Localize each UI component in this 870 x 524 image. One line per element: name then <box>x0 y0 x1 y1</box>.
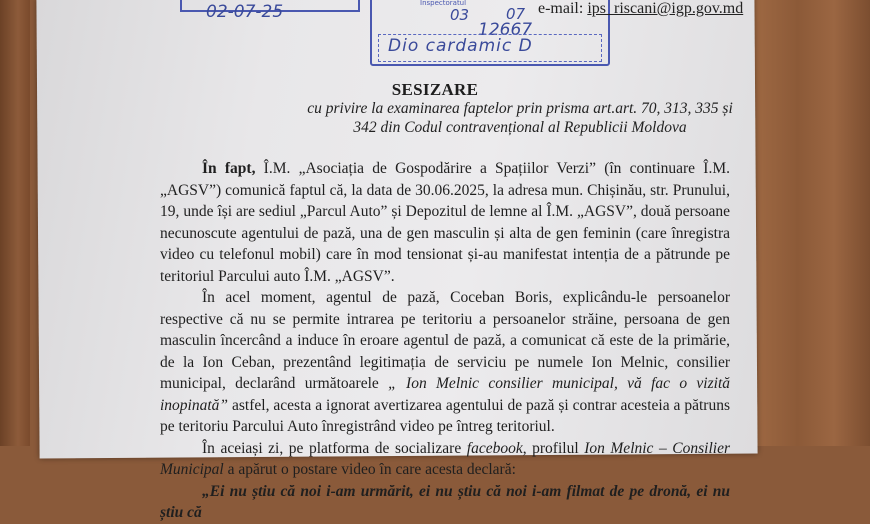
paragraph-3-text-a: În aceiași zi, pe platforma de socializare <box>202 439 467 457</box>
paragraph-4 <box>160 481 730 524</box>
desk-surface-left <box>0 0 30 446</box>
stamp-label: Inspectoratul <box>420 0 467 7</box>
paragraph-3-platform: facebook <box>466 439 523 457</box>
paragraph-2-quote: „ Ion Melnic consilier municipal, vă fac o vizită inopinată” <box>160 375 731 414</box>
contact-email <box>538 0 743 18</box>
email-label: e-mail: <box>538 0 584 17</box>
paragraph-3-text-b: , profilul <box>522 439 585 457</box>
paragraph-2 <box>160 287 730 438</box>
paragraph-3-profile: Ion Melnic – Consilier Municipal <box>160 439 730 478</box>
document-title: SESIZARE <box>391 80 479 99</box>
stamp-month: 07 <box>506 5 526 23</box>
stamp-number: 12667 <box>478 20 533 40</box>
paragraph-2-text-b: astfel, acesta a ignorat avertizarea agentului de pază și contrar acesteia a pătruns pe teritoriu Parcului Auto înregistrând video pe întreg teritoriul. <box>160 396 730 435</box>
paragraph-4-quote: „Ei nu știu că noi i-am urmărit, ei nu știu că noi i-am filmat de pe dronă, ei nu știu că <box>160 482 730 521</box>
document-subtitle: cu privire la examinarea faptelor prin prisma art.art. 70, 313, 335 și 342 din Codul contravențional al Republicii Moldova <box>307 100 733 136</box>
desk-surface-right <box>750 0 870 446</box>
paragraph-2-text-a: În acel moment, agentul de pază, Coceban Boris, explicându-le persoanelor respective că nu se permite intrarea pe teritoriu a persoanelor străine, persoana de gen masculin încercând a induce în eroare agentul de pază, a comunicat că este de la primărie, de la Ion Ceban, prezentând legitimația de serviciu pe numele Ion Melnic, consilier municipal, declarând următoarele <box>160 289 730 392</box>
paragraph-1 <box>160 158 730 287</box>
email-link[interactable]: ips_riscani@igp.gov.md <box>587 0 744 17</box>
stamp-day: 03 <box>450 6 470 24</box>
paragraph-1-lead: În fapt, <box>202 160 256 177</box>
handwritten-date: 02-07-25 <box>206 2 284 22</box>
paragraph-3-text-c: a apărut o postare video în care acesta declară: <box>223 461 516 478</box>
stamp-handwritten-note: Dio cardamic D <box>388 36 533 56</box>
paragraph-3 <box>160 438 730 481</box>
paragraph-1-text: Î.M. „Asociația de Gospodărire a Spațiilor Verzi” (în continuare Î.M. „AGSV”) comunică faptul că, la data de 30.06.2025, la adresa mun. Chișinău, str. Prunului, 19, unde își are sediul „Parcul Auto” și Depozitul de lemne al Î.M. „AGSV”, două persoane necunoscute agentului de pază, una de gen masculin și alta de gen feminin (care înregistra video cu telefonul mobil) care în mod tensionat și-au manifestat intenția de a pătrunde pe teritoriul Parcului auto Î.M. „AGSV”. <box>160 160 730 285</box>
document-body <box>160 158 730 524</box>
